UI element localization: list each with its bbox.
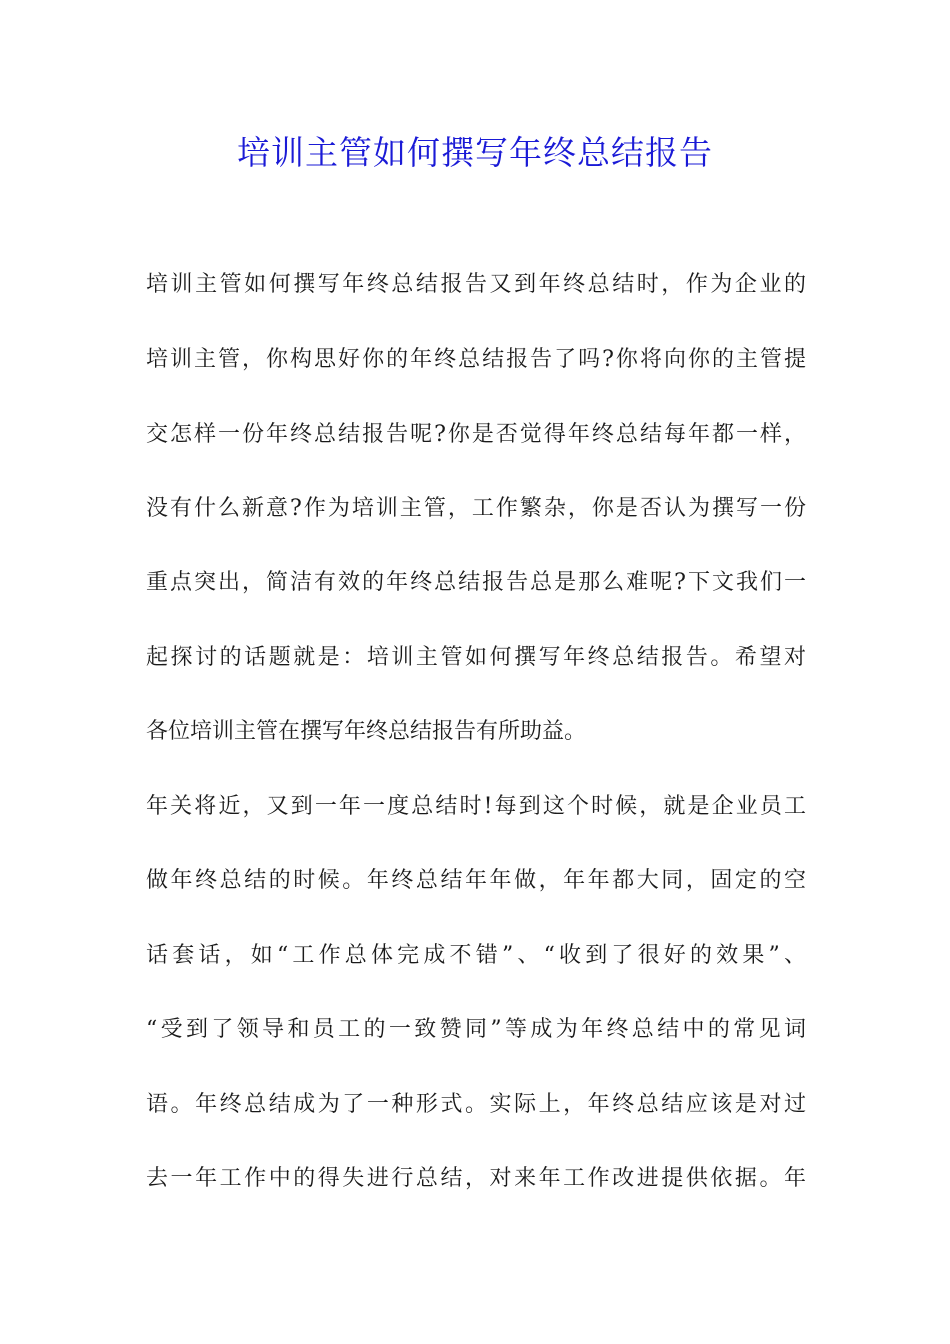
- paragraph-line: 起探讨的话题就是：培训主管如何撰写年终总结报告。希望对: [146, 645, 806, 670]
- paragraph-line: “受到了领导和员工的一致赞同”等成为年终总结中的常见词: [146, 1017, 806, 1042]
- paragraph-line: 培训主管如何撰写年终总结报告又到年终总结时，作为企业的: [146, 272, 806, 297]
- paragraph-line: 没有什么新意?作为培训主管，工作繁杂，你是否认为撰写一份: [146, 496, 806, 521]
- paragraph-line: 各位培训主管在撰写年终总结报告有所助益。: [146, 719, 587, 744]
- paragraph-line: 交怎样一份年终总结报告呢?你是否觉得年终总结每年都一样，: [146, 422, 806, 447]
- paragraph-line: 话套话，如“工作总体完成不错”、“收到了很好的效果”、: [146, 943, 806, 968]
- paragraph-line: 去一年工作中的得失进行总结，对来年工作改进提供依据。年: [146, 1166, 806, 1191]
- paragraph-line: 培训主管，你构思好你的年终总结报告了吗?你将向你的主管提: [146, 347, 806, 372]
- paragraph-line: 做年终总结的时候。年终总结年年做，年年都大同，固定的空: [146, 868, 806, 893]
- paragraph-line: 年关将近，又到一年一度总结时!每到这个时候，就是企业员工: [146, 794, 806, 819]
- paragraph-line: 语。年终总结成为了一种形式。实际上，年终总结应该是对过: [146, 1092, 806, 1117]
- document-title: 培训主管如何撰写年终总结报告: [237, 133, 713, 172]
- paragraph-line: 重点突出，简洁有效的年终总结报告总是那么难呢?下文我们一: [146, 570, 806, 595]
